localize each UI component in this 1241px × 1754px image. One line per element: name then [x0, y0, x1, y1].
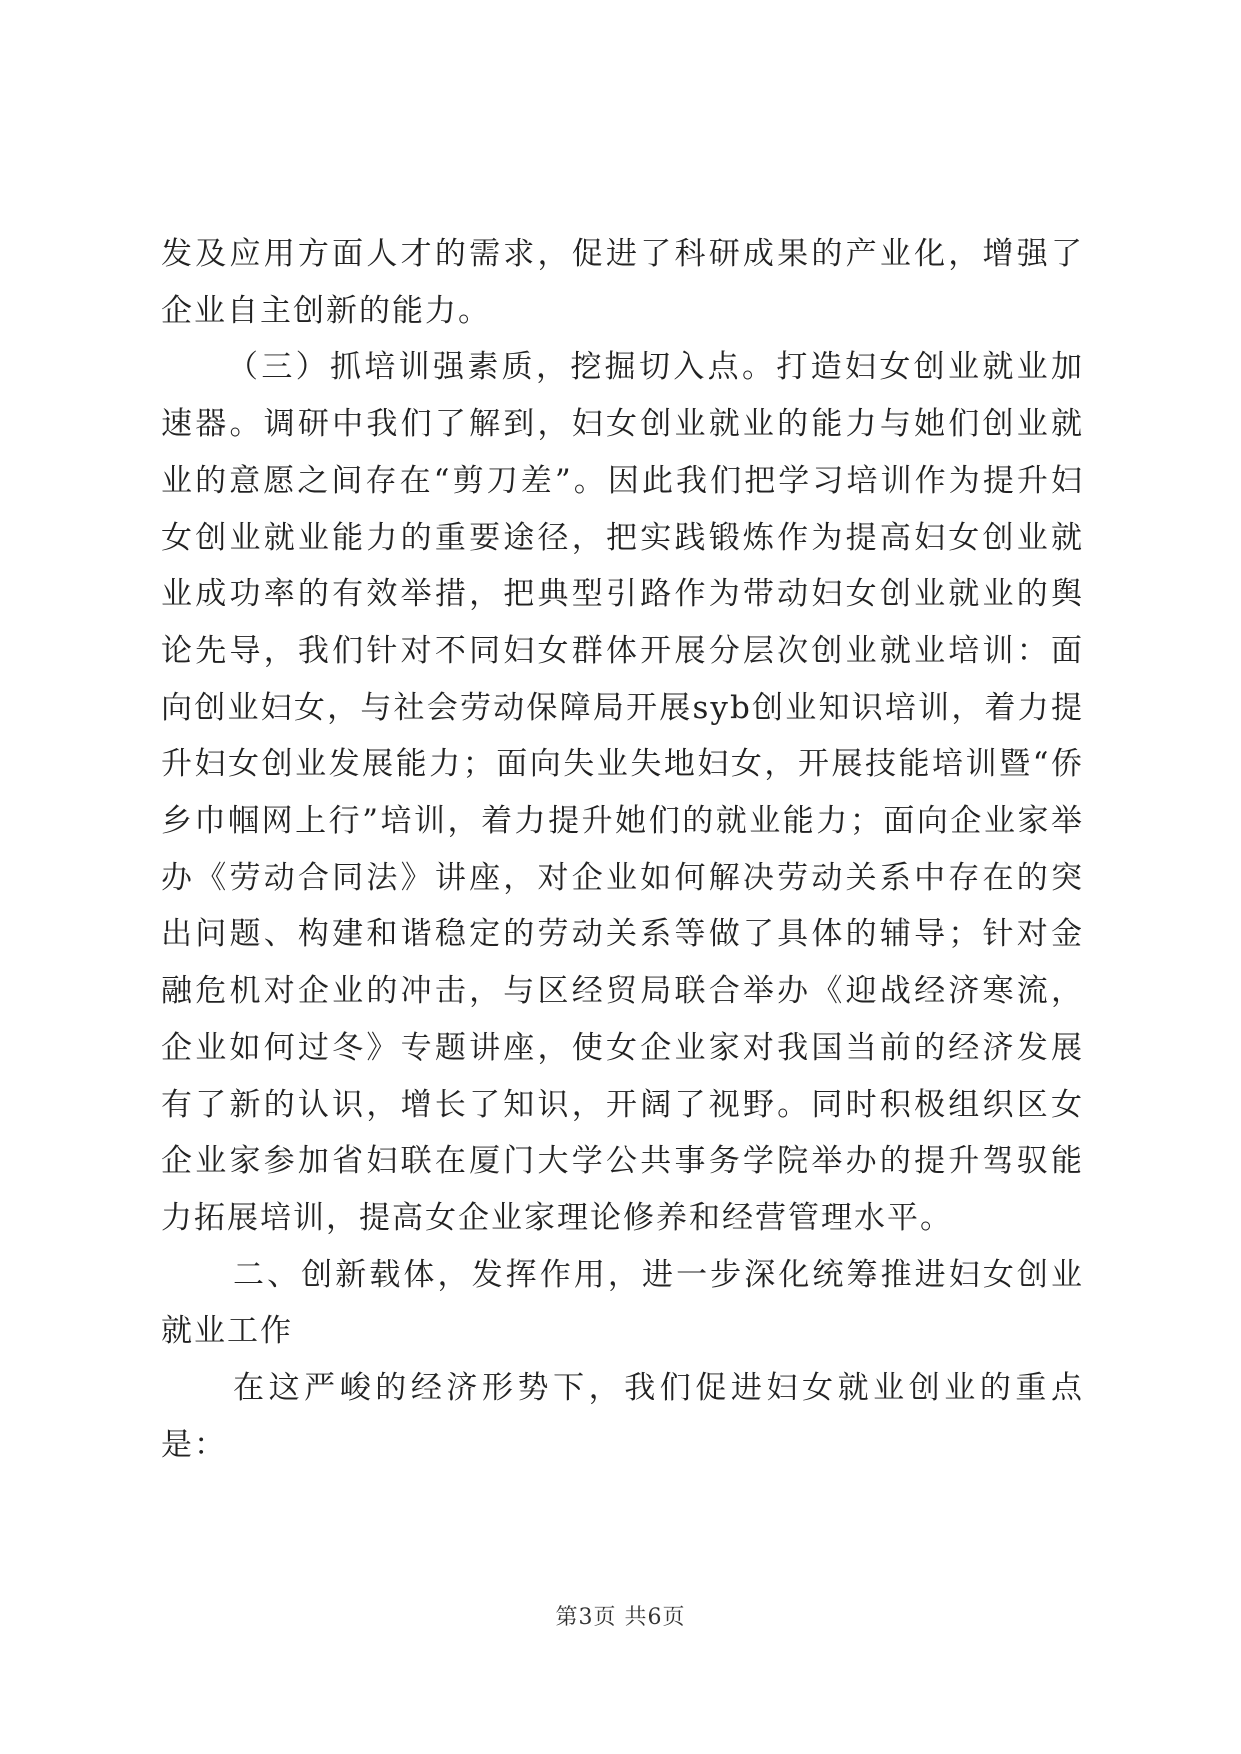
document-body — [161, 226, 1084, 1473]
paragraph-economic-situation: 在这严峻的经济形势下，我们促进妇女就业创业的重点是： — [161, 1370, 1084, 1463]
paragraph-continuation: 发及应用方面人才的需求，促进了科研成果的产业化，增强了企业自主创新的能力。 — [161, 236, 1084, 329]
page-number-footer: 第3页 共6页 — [555, 1605, 686, 1630]
section-heading-two: 二、创新载体，发挥作用，进一步深化统筹推进妇女创业就业工作 — [161, 1256, 1084, 1350]
paragraph-training: （三）抓培训强素质，挖掘切入点。打造妇女创业就业加速器。调研中我们了解到，妇女创业就业的能力与她们创业就业的意愿之间存在“剪刀差”。因此我们把学习培训作为提升妇女创业就业能力的重要途径，把实践锻炼作为提高妇女创业就业成功率的有效举措，把典型引路作为带动妇女创业就业的舆论先导，我们针对不同妇女群体开展分层次创业就业培训：面向创业妇女，与社会劳动保障局开展syb创业知识培训，着力提升妇女创业发展能力；面向失业失地妇女，开展技能培训暨“侨乡巾帼网上行”培训，着力提升她们的就业能力；面向企业家举办《劳动合同法》讲座，对企业如何解决劳动关系中存在的突出问题、构建和谐稳定的劳动关系等做了具体的辅导；针对金融危机对企业的冲击，与区经贸局联合举办《迎战经济寒流，企业如何过冬》专题讲座，使女企业家对我国当前的经济发展有了新的认识，增长了知识，开阔了视野。同时积极组织区女企业家参加省妇联在厦门大学公共事务学院举办的提升驾驭能力拓展培训，提高女企业家理论修养和经营管理水平。 — [161, 349, 1084, 1236]
